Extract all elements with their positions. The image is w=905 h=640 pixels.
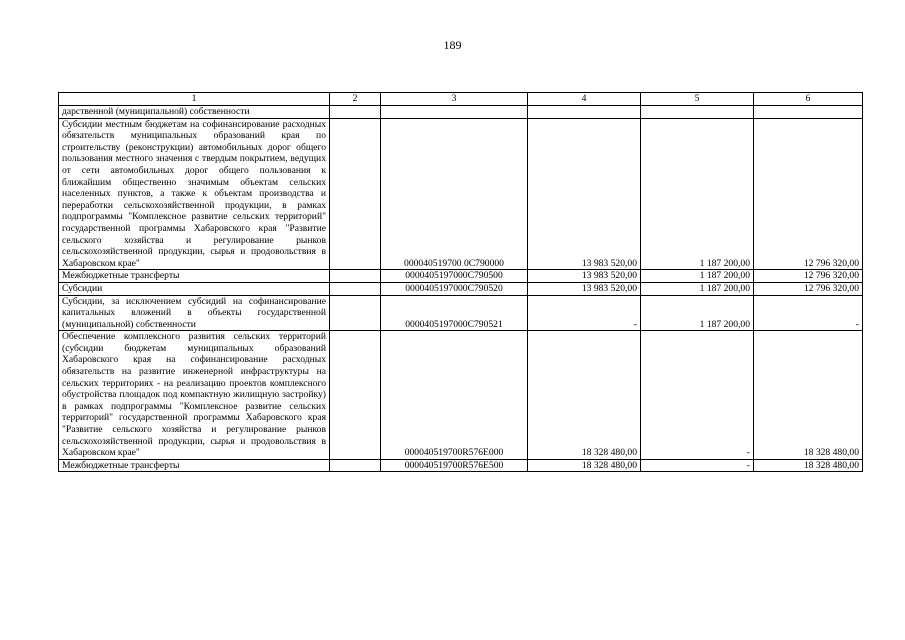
table-row	[59, 295, 863, 331]
row-code: 000040519700 0C790000	[381, 118, 528, 270]
row-value-5: 1 187 200,00	[641, 295, 754, 331]
row-value-5: 1 187 200,00	[641, 270, 754, 283]
row-value-6: 18 328 480,00	[754, 331, 863, 460]
row-description: Субсидии местным бюджетам на софинансирование расходных обязательств муниципальных образований края по строительству (реконструкции) автомобильных дорог общего пользования местного значения с твердым покрытием, ведущих от сети автомобильных дорог общего пользования к ближайшим общественно значимым объектам сельских населенных пунктов, а также к объектам производства и переработки сельскохозяйственной продукции, в рамках подпрограммы "Комплексное развитие сельских территорий" государственной программы Хабаровского края "Развитие сельского хозяйства и регулирование рынков сельскохозяйственной продукции, сырья и продовольствия в Хабаровском крае"	[59, 118, 330, 270]
row-col2	[330, 282, 381, 295]
table-row	[59, 118, 863, 270]
row-value-4: 18 328 480,00	[528, 459, 641, 472]
row-value-5: -	[641, 331, 754, 460]
column-header-3: 3	[381, 93, 528, 106]
table-row	[59, 459, 863, 472]
row-description: дарственной (муниципальной) собственности	[59, 106, 330, 119]
row-code: 0000405197000C790500	[381, 270, 528, 283]
row-code: 000040519700R576E000	[381, 331, 528, 460]
row-description: Субсидии	[59, 282, 330, 295]
row-value-6: 12 796 320,00	[754, 270, 863, 283]
row-value-5: 1 187 200,00	[641, 118, 754, 270]
row-description: Субсидии, за исключением субсидий на софинансирование капитальных вложений в объекты государственной (муниципальной) собственности	[59, 295, 330, 331]
table-row	[59, 282, 863, 295]
page-number: 189	[443, 38, 462, 52]
row-col2	[330, 295, 381, 331]
table-row	[59, 106, 863, 119]
row-code: 000040519700R576E500	[381, 459, 528, 472]
row-value-5: -	[641, 459, 754, 472]
column-header-2: 2	[330, 93, 381, 106]
column-header-5: 5	[641, 93, 754, 106]
row-description: Межбюджетные трансферты	[59, 270, 330, 283]
table-row	[59, 331, 863, 460]
column-header-6: 6	[754, 93, 863, 106]
column-header-4: 4	[528, 93, 641, 106]
row-code	[381, 106, 528, 119]
table-header-row	[59, 93, 863, 106]
row-col2	[330, 270, 381, 283]
row-value-4: 13 983 520,00	[528, 282, 641, 295]
row-value-4: 13 983 520,00	[528, 270, 641, 283]
row-value-4: -	[528, 295, 641, 331]
row-value-4	[528, 106, 641, 119]
row-value-4: 13 983 520,00	[528, 118, 641, 270]
table-row	[59, 270, 863, 283]
row-description: Обеспечение комплексного развития сельских территорий (субсидии бюджетам муниципальных образований Хабаровского края на софинансирование расходных обязательств на развитие инженерной инфраструктуры на сельских территориях - на реализацию проектов комплексного обустройства площадок под компактную жилищную застройку) в рамках подпрограммы "Комплексное развитие сельских территорий" государственной программы Хабаровского края "Развитие сельского хозяйства и регулирование рынков сельскохозяйственной продукции, сырья и продовольствия в Хабаровском крае"	[59, 331, 330, 460]
row-value-5	[641, 106, 754, 119]
row-col2	[330, 459, 381, 472]
row-description: Межбюджетные трансферты	[59, 459, 330, 472]
row-col2	[330, 118, 381, 270]
row-value-5: 1 187 200,00	[641, 282, 754, 295]
column-header-1: 1	[59, 93, 330, 106]
row-col2	[330, 331, 381, 460]
row-value-4: 18 328 480,00	[528, 331, 641, 460]
row-value-6: 12 796 320,00	[754, 118, 863, 270]
budget-table	[58, 92, 863, 472]
row-code: 0000405197000C790520	[381, 282, 528, 295]
row-value-6	[754, 106, 863, 119]
row-value-6: -	[754, 295, 863, 331]
row-value-6: 12 796 320,00	[754, 282, 863, 295]
row-code: 0000405197000C790521	[381, 295, 528, 331]
row-col2	[330, 106, 381, 119]
row-value-6: 18 328 480,00	[754, 459, 863, 472]
